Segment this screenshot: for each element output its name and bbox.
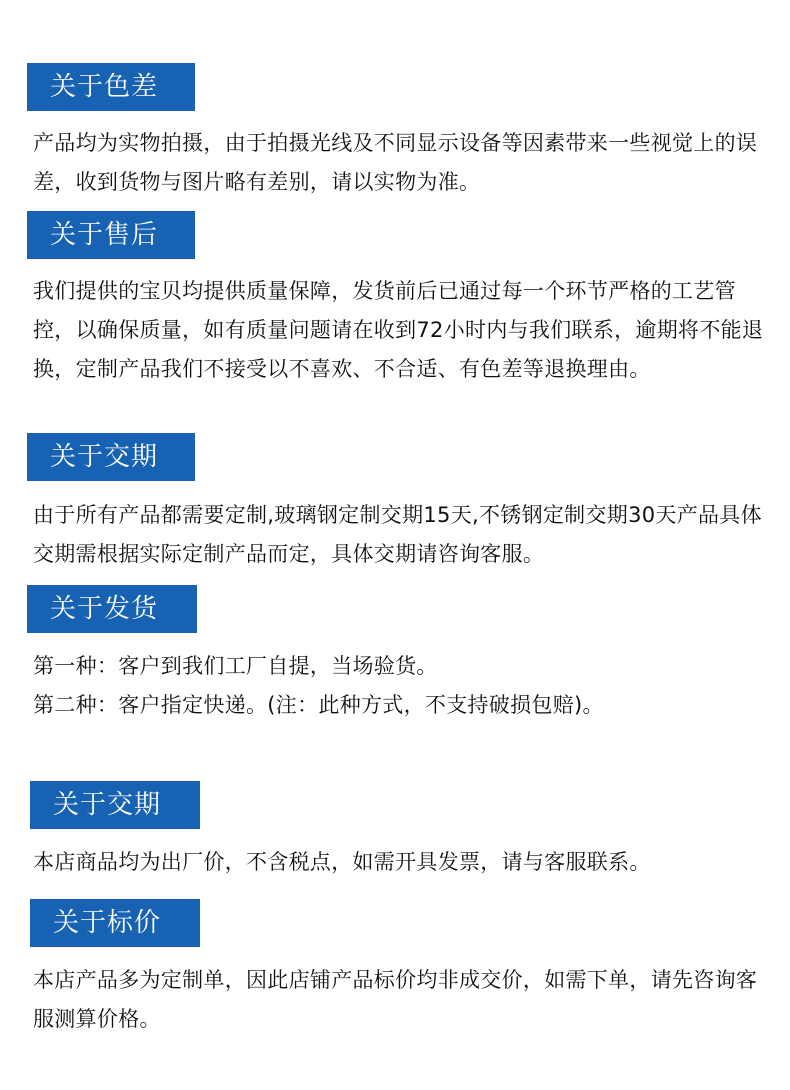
- paragraph-line: 本店商品均为出厂价，不含税点，如需开具发票，请与客服联系。: [33, 850, 651, 874]
- section-heading-badge: 关于交期: [30, 781, 200, 829]
- section-body: [33, 272, 768, 389]
- paragraph-line: 由于所有产品都需要定制,玻璃钢定制交期15天,不锈钢定制交期30天产品具体交期需根据实际定制产品而定，具体交期请咨询客服。: [33, 503, 762, 566]
- paragraph-line: 产品均为实物拍摄，由于拍摄光线及不同显示设备等因素带来一些视觉上的误差，收到货物与图片略有差别，请以实物为准。: [33, 131, 758, 194]
- section-body: [33, 647, 768, 725]
- section-heading-badge: 关于交期: [27, 433, 195, 481]
- section-body: [33, 961, 768, 1039]
- section-body: [33, 843, 768, 882]
- section-body: [33, 124, 768, 202]
- section-heading-badge: 关于标价: [30, 899, 200, 947]
- section-heading-badge: 关于售后: [27, 211, 195, 259]
- section-heading-badge: 关于色差: [27, 63, 195, 111]
- paragraph-line: 第一种：客户到我们工厂自提，当场验货。: [33, 654, 438, 678]
- section-body: [33, 496, 768, 574]
- paragraph-line: 我们提供的宝贝均提供质量保障，发货前后已通过每一个环节严格的工艺管控，以确保质量，如有质量问题请在收到72小时内与我们联系，逾期将不能退换，定制产品我们不接受以不喜欢、不合适、有色差等退换理由。: [33, 279, 764, 381]
- section-heading-badge: 关于发货: [27, 585, 197, 633]
- paragraph-line: 第二种：客户指定快递。(注：此种方式，不支持破损包赔)。: [33, 693, 604, 717]
- paragraph-line: 本店产品多为定制单，因此店铺产品标价均非成交价，如需下单，请先咨询客服测算价格。: [33, 968, 758, 1031]
